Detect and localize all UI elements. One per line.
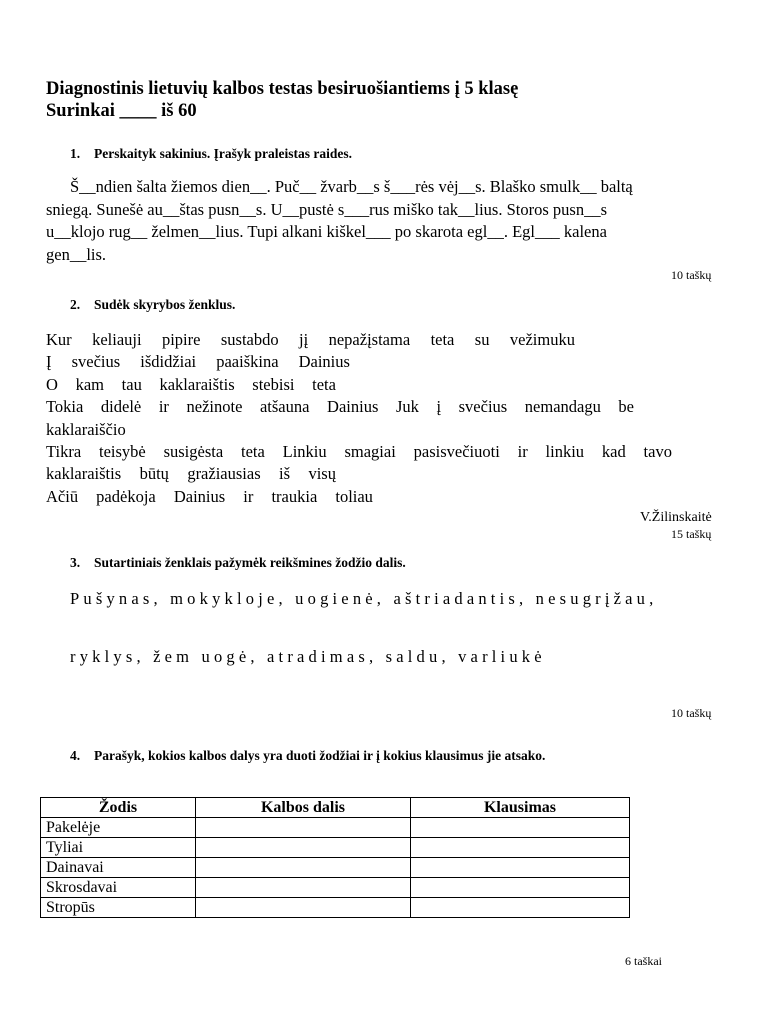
question-cell[interactable] [411, 838, 630, 858]
word-cell: Skrosdavai [41, 878, 196, 898]
task-1-number: 1. [70, 146, 81, 161]
task-3-points: 10 taškų [671, 706, 712, 720]
task-2-number: 2. [70, 297, 81, 312]
task-2-heading [70, 297, 235, 313]
task-3-heading [70, 555, 406, 571]
task-1-line: u__klojo rug__ želmen__lius. Tupi alkani kiškel___ po skarota egl__. Egl___ kalena [46, 222, 607, 241]
task-1-points: 10 taškų [671, 268, 712, 282]
task-3-words-line-2: ryklys, žem uogė, atradimas, saldu, varliukė [70, 647, 546, 666]
task-2-heading-text: Sudėk skyrybos ženklus. [94, 297, 236, 312]
task-2-line: Į svečius išdidžiai paaiškina Dainius [46, 352, 350, 372]
task-3-number: 3. [70, 555, 81, 570]
table-row [41, 898, 630, 918]
parts-of-speech-table [40, 797, 630, 918]
word-cell: Stropūs [41, 898, 196, 918]
part-of-speech-cell[interactable] [196, 818, 411, 838]
task-1-text [46, 176, 686, 266]
test-title [46, 78, 518, 122]
table-row [41, 858, 630, 878]
part-of-speech-cell[interactable] [196, 898, 411, 918]
column-header-part-of-speech: Kalbos dalis [196, 798, 411, 818]
task-3-heading-text: Sutartiniais ženklais pažymėk reikšmines žodžio dalis. [94, 555, 406, 570]
task-2-line: Kur keliauji pipire sustabdo jį nepažįstama teta su vežimuku [46, 330, 575, 349]
question-cell[interactable] [411, 898, 630, 918]
task-2-line: Tokia didelė ir nežinote atšauna Dainius Juk į svečius nemandagu be [46, 397, 634, 417]
question-cell[interactable] [411, 858, 630, 878]
task-2-points: 15 taškų [671, 527, 712, 541]
task-2-text [46, 329, 676, 508]
title-line-1: Diagnostinis lietuvių kalbos testas besiruošiantiems į 5 klasę [46, 79, 519, 99]
task-2-line: O kam tau kaklaraištis stebisi teta [46, 374, 336, 394]
task-2-line: Tikra teisybė susigėsta teta Linkiu smagiai pasisvečiuoti ir linkiu kad tavo [46, 442, 672, 462]
task-2-author: V.Žilinskaitė [640, 510, 712, 525]
task-1-line: Š__ndien šalta žiemos dien__. Puč__ žvarb__s š___rės vėj__s. Blaško smulk__ baltą [70, 177, 633, 196]
part-of-speech-cell[interactable] [196, 858, 411, 878]
task-4-heading [70, 748, 545, 764]
column-header-word: Žodis [41, 798, 196, 818]
task-1-heading [70, 146, 352, 162]
task-4-heading-text: Parašyk, kokios kalbos dalys yra duoti žodžiai ir į kokius klausimus jie atsako. [94, 748, 546, 763]
task-1-line: gen__lis. [46, 244, 107, 264]
task-1-heading-text: Perskaityk sakinius. Įrašyk praleistas raides. [94, 146, 353, 161]
word-cell: Dainavai [41, 858, 196, 878]
table-header-row [41, 798, 630, 818]
task-3-words-line-1: Pušynas, mokykloje, uogienė, aštriadantis, nesugrįžau, [70, 589, 658, 608]
word-cell: Tyliai [41, 838, 196, 858]
title-line-2: Surinkai ____ iš 60 [46, 101, 197, 121]
table-row [41, 878, 630, 898]
task-4-number: 4. [70, 748, 81, 763]
task-1-line: sniegą. Sunešė au__štas pusn__s. U__pustė s___rus miško tak__lius. Storos pusn__s [46, 199, 607, 219]
word-cell: Pakelėje [41, 818, 196, 838]
part-of-speech-cell[interactable] [196, 878, 411, 898]
table-row [41, 838, 630, 858]
question-cell[interactable] [411, 818, 630, 838]
question-cell[interactable] [411, 878, 630, 898]
task-2-line: Ačiū padėkoja Dainius ir traukia toliau [46, 486, 373, 506]
column-header-question: Klausimas [411, 798, 630, 818]
part-of-speech-cell[interactable] [196, 838, 411, 858]
table-row [41, 818, 630, 838]
task-4-points: 6 taškai [625, 954, 662, 968]
task-2-line: kaklaraištis būtų gražiausias iš visų [46, 464, 336, 484]
task-2-line: kaklaraiščio [46, 419, 126, 439]
